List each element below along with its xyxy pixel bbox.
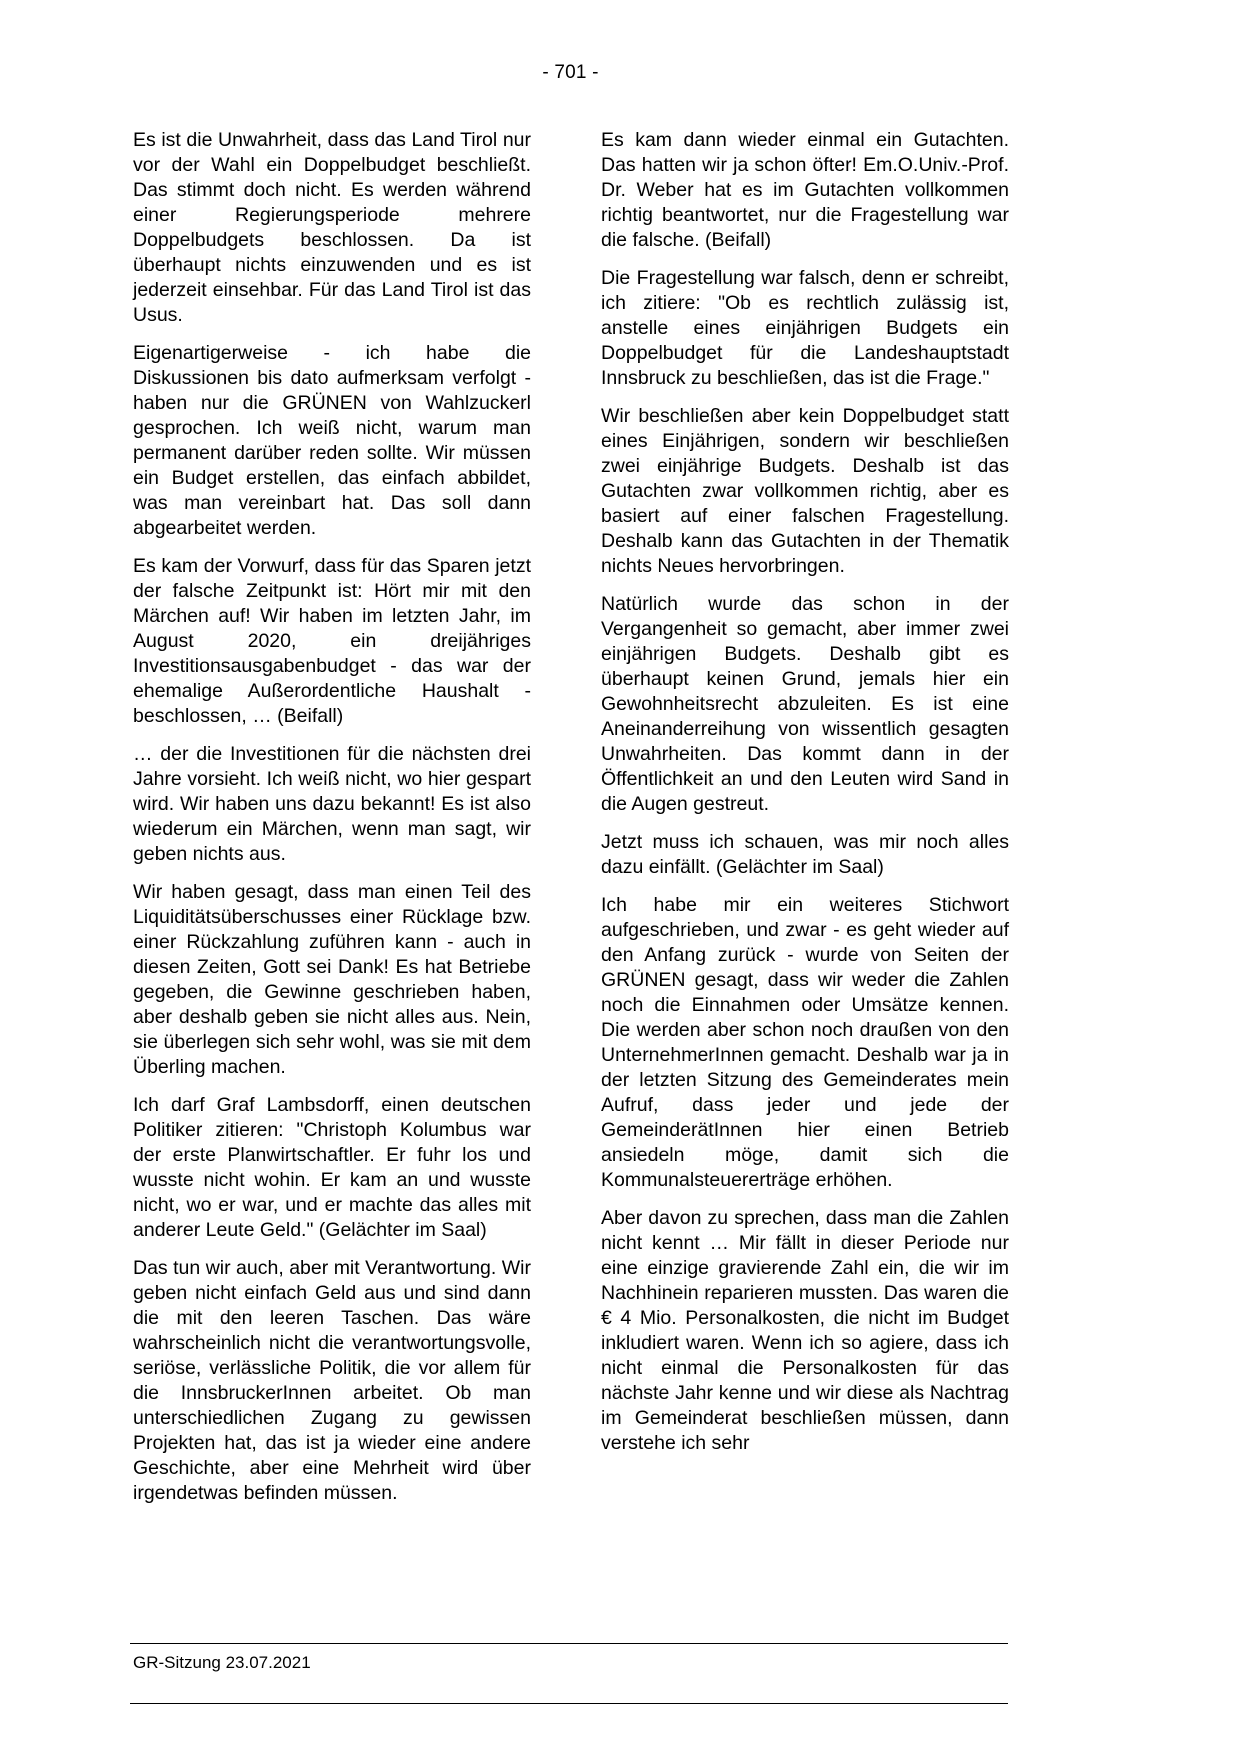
text-column-left	[133, 128, 531, 1519]
paragraph: Die Fragestellung war falsch, denn er schreibt, ich zitiere: "Ob es rechtlich zulässig ist, anstelle eines einjährigen Budgets ein Doppelbudget für die Landeshauptstadt Innsbruck zu beschließen, das ist die Frage."	[601, 267, 1009, 389]
paragraph: Aber davon zu sprechen, dass man die Zahlen nicht kennt … Mir fällt in dieser Periode nur eine einzige gravierende Zahl ein, die wir im Nachhinein reparieren mussten. Das waren die € 4 Mio. Personalkosten, die nicht im Budget inkludiert waren. Wenn ich so agiere, dass ich nicht einmal die Personalkosten für das nächste Jahr kenne und wir diese als Nachtrag im Gemeinderat beschließen müssen, dann verstehe ich sehr	[601, 1207, 1009, 1454]
paragraph: Ich habe mir ein weiteres Stichwort aufgeschrieben, und zwar - es geht wieder auf den Anfang zurück - wurde von Seiten der GRÜNEN gesagt, dass wir weder die Zahlen noch die Einnahmen oder Umsätze kennen. Die werden aber schon noch draußen von den UnternehmerInnen gemacht. Deshalb war ja in der letzten Sitzung des Gemeinderates mein Aufruf, dass jeder und jede der GemeinderätInnen hier einen Betrieb ansiedeln möge, damit sich die Kommunalsteuererträge erhöhen.	[601, 894, 1009, 1191]
footer-divider-top	[130, 1643, 1008, 1644]
paragraph: Es kam dann wieder einmal ein Gutachten. Das hatten wir ja schon öfter! Em.O.Univ.-Prof. Dr. Weber hat es im Gutachten vollkommen richtig beantwortet, nur die Fragestellung war die falsche. (Beifall)	[601, 129, 1009, 251]
text-column-right	[601, 128, 1009, 1469]
footer-divider-bottom	[130, 1703, 1008, 1704]
paragraph: Eigenartigerweise - ich habe die Diskussionen bis dato aufmerksam verfolgt - haben nur die GRÜNEN von Wahlzuckerl gesprochen. Ich weiß nicht, warum man permanent darüber reden sollte. Wir müssen ein Budget erstellen, das einfach abbildet, was man vereinbart hat. Das soll dann abgearbeitet werden.	[133, 342, 531, 539]
footer-text: GR-Sitzung 23.07.2021	[133, 1653, 311, 1672]
paragraph: Das tun wir auch, aber mit Verantwortung. Wir geben nicht einfach Geld aus und sind dann die mit den leeren Taschen. Das wäre wahrscheinlich nicht die verantwortungsvolle, seriöse, verlässliche Politik, die vor allem für die InnsbruckerInnen arbeitet. Ob man unterschiedlichen Zugang zu gewissen Projekten hat, das ist ja wieder eine andere Geschichte, aber eine Mehrheit wird über irgendetwas befinden müssen.	[133, 1257, 531, 1504]
paragraph: … der die Investitionen für die nächsten drei Jahre vorsieht. Ich weiß nicht, wo hier gespart wird. Wir haben uns dazu bekannt! Es ist also wiederum ein Märchen, wenn man sagt, wir geben nichts aus.	[133, 743, 531, 865]
page-number: - 701 -	[542, 62, 599, 83]
paragraph: Es ist die Unwahrheit, dass das Land Tirol nur vor der Wahl ein Doppelbudget beschließt. Das stimmt doch nicht. Es werden während einer Regierungsperiode mehrere Doppelbudgets beschlossen. Da ist überhaupt nichts einzuwenden und es ist jederzeit einsehbar. Für das Land Tirol ist das Usus.	[133, 129, 531, 326]
paragraph: Wir haben gesagt, dass man einen Teil des Liquiditätsüberschusses einer Rücklage bzw. einer Rückzahlung zuführen kann - auch in diesen Zeiten, Gott sei Dank! Es hat Betriebe gegeben, die Gewinne geschrieben haben, aber deshalb geben sie nicht alles aus. Nein, sie überlegen sich sehr wohl, was sie mit dem Überling machen.	[133, 881, 531, 1078]
paragraph: Ich darf Graf Lambsdorff, einen deutschen Politiker zitieren: "Christoph Kolumbus war der erste Planwirtschaftler. Er fuhr los und wusste nicht wohin. Er kam an und wusste nicht, wo er war, und er machte das alles mit anderer Leute Geld." (Gelächter im Saal)	[133, 1094, 531, 1241]
paragraph: Es kam der Vorwurf, dass für das Sparen jetzt der falsche Zeitpunkt ist: Hört mir mit den Märchen auf! Wir haben im letzten Jahr, im August 2020, ein dreijähriges Investitionsausgabenbudget - das war der ehemalige Außerordentliche Haushalt - beschlossen, … (Beifall)	[133, 555, 531, 727]
paragraph: Wir beschließen aber kein Doppelbudget statt eines Einjährigen, sondern wir beschließen zwei einjährige Budgets. Deshalb ist das Gutachten zwar vollkommen richtig, aber es basiert auf einer falschen Fragestellung. Deshalb kann das Gutachten in der Thematik nichts Neues hervorbringen.	[601, 405, 1009, 577]
paragraph: Jetzt muss ich schauen, was mir noch alles dazu einfällt. (Gelächter im Saal)	[601, 831, 1009, 878]
paragraph: Natürlich wurde das schon in der Vergangenheit so gemacht, aber immer zwei einjährigen Budgets. Deshalb gibt es überhaupt keinen Grund, jemals hier ein Gewohnheitsrecht abzuleiten. Es ist eine Aneinanderreihung von wissentlich gesagten Unwahrheiten. Das kommt dann in der Öffentlichkeit an und den Leuten wird Sand in die Augen gestreut.	[601, 593, 1009, 815]
